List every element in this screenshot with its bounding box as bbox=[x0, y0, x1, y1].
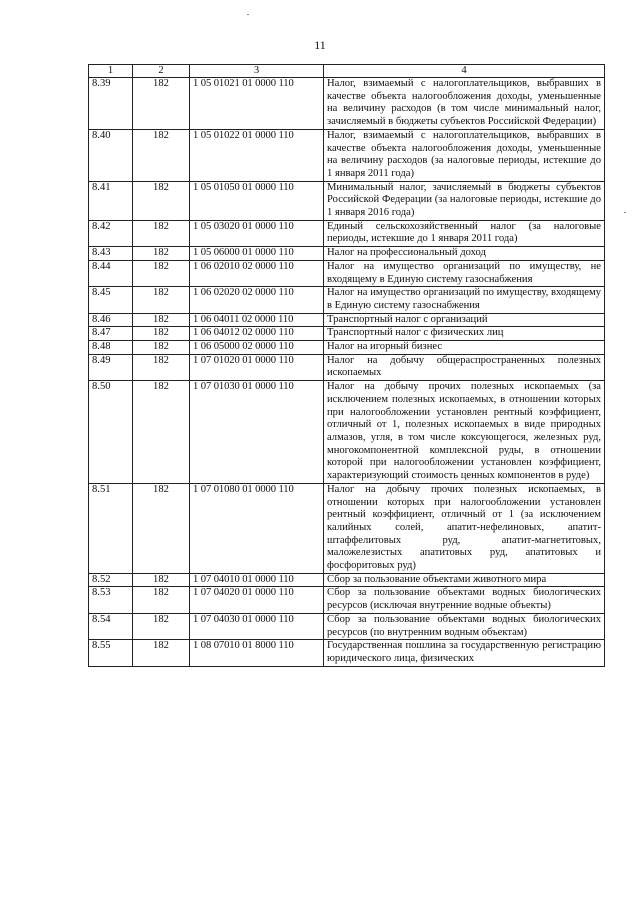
income-description-cell: Налог на имущество организаций по имуществу, входящему в Единую систему газоснабжения bbox=[324, 287, 605, 313]
income-description-cell: Государственная пошлина за государственную регистрацию юридического лица, физических bbox=[324, 640, 605, 666]
row-number-cell: 8.53 bbox=[89, 587, 133, 613]
header-col-1: 1 bbox=[89, 65, 133, 78]
row-number-cell: 8.39 bbox=[89, 78, 133, 130]
header-col-3: 3 bbox=[190, 65, 324, 78]
income-description-cell: Транспортный налог с физических лиц bbox=[324, 327, 605, 341]
income-description-cell: Налог на добычу прочих полезных ископаемых, в отношении которых при налогообложении установлен рентный коэффициент, отличный от 1 (за исключением калийных солей, апатит-нефелиновых, апатит-штаффелитовых руд, апатит-магнетитовых, маложелезистых апатитовых руд, апатитовых и фосфоритовых руд) bbox=[324, 483, 605, 573]
row-number-cell: 8.50 bbox=[89, 381, 133, 484]
admin-code-cell: 182 bbox=[133, 313, 190, 327]
row-number-cell: 8.40 bbox=[89, 129, 133, 181]
table-row bbox=[89, 78, 605, 130]
table-row bbox=[89, 327, 605, 341]
income-description-cell: Налог на добычу прочих полезных ископаемых (за исключением полезных ископаемых, в отношении которых при налогообложении установлен рентный коэффициент, отличный от 1, полезных ископаемых в виде природных алмазов, угля, в том числе коксующегося, железных руд, многокомпонентной комплексной руды, в отношении которой при налогообложении установлен коэффициент, характеризующий стоимость ценных компонентов в руде) bbox=[324, 381, 605, 484]
row-number-cell: 8.54 bbox=[89, 613, 133, 639]
budget-code-cell: 1 07 04020 01 0000 110 bbox=[190, 587, 324, 613]
row-number-cell: 8.44 bbox=[89, 260, 133, 286]
table-body bbox=[89, 78, 605, 667]
table-row bbox=[89, 613, 605, 639]
header-col-4: 4 bbox=[324, 65, 605, 78]
admin-code-cell: 182 bbox=[133, 483, 190, 573]
row-number-cell: 8.49 bbox=[89, 354, 133, 380]
row-number-cell: 8.52 bbox=[89, 573, 133, 587]
table-row bbox=[89, 483, 605, 573]
table-row bbox=[89, 129, 605, 181]
table-row bbox=[89, 587, 605, 613]
table-row bbox=[89, 341, 605, 355]
income-description-cell: Сбор за пользование объектами водных биологических ресурсов (исключая внутренние водные объекты) bbox=[324, 587, 605, 613]
budget-code-cell: 1 06 04011 02 0000 110 bbox=[190, 313, 324, 327]
income-description-cell: Сбор за пользование объектами водных биологических ресурсов (по внутренним водным объектам) bbox=[324, 613, 605, 639]
row-number-cell: 8.41 bbox=[89, 181, 133, 220]
admin-code-cell: 182 bbox=[133, 573, 190, 587]
admin-code-cell: 182 bbox=[133, 613, 190, 639]
table-row bbox=[89, 313, 605, 327]
row-number-cell: 8.47 bbox=[89, 327, 133, 341]
budget-code-cell: 1 08 07010 01 8000 110 bbox=[190, 640, 324, 666]
budget-code-cell: 1 05 06000 01 0000 110 bbox=[190, 247, 324, 261]
income-description-cell: Налог на профессиональный доход bbox=[324, 247, 605, 261]
admin-code-cell: 182 bbox=[133, 181, 190, 220]
table-header-row bbox=[89, 65, 605, 78]
budget-code-cell: 1 06 02010 02 0000 110 bbox=[190, 260, 324, 286]
income-description-cell: Транспортный налог с организаций bbox=[324, 313, 605, 327]
budget-code-cell: 1 07 01030 01 0000 110 bbox=[190, 381, 324, 484]
admin-code-cell: 182 bbox=[133, 247, 190, 261]
income-description-cell: Налог на игорный бизнес bbox=[324, 341, 605, 355]
table-row bbox=[89, 220, 605, 246]
budget-code-cell: 1 05 01050 01 0000 110 bbox=[190, 181, 324, 220]
row-number-cell: 8.42 bbox=[89, 220, 133, 246]
budget-code-cell: 1 07 01080 01 0000 110 bbox=[190, 483, 324, 573]
admin-code-cell: 182 bbox=[133, 341, 190, 355]
admin-code-cell: 182 bbox=[133, 640, 190, 666]
row-number-cell: 8.48 bbox=[89, 341, 133, 355]
admin-code-cell: 182 bbox=[133, 220, 190, 246]
income-description-cell: Налог, взимаемый с налогоплательщиков, выбравших в качестве объекта налогообложения доходы, уменьшенные на величину расходов (в том числе минимальный налог, зачисляемый в бюджеты субъектов Российской Федерации) bbox=[324, 78, 605, 130]
budget-code-cell: 1 07 04010 01 0000 110 bbox=[190, 573, 324, 587]
row-number-cell: 8.45 bbox=[89, 287, 133, 313]
page-number: 11 bbox=[314, 38, 326, 52]
income-description-cell: Налог на имущество организаций по имуществу, не входящему в Единую систему газоснабжения bbox=[324, 260, 605, 286]
scan-speck bbox=[247, 14, 249, 15]
admin-code-cell: 182 bbox=[133, 78, 190, 130]
income-codes-table bbox=[88, 64, 605, 667]
table-row bbox=[89, 381, 605, 484]
admin-code-cell: 182 bbox=[133, 327, 190, 341]
income-description-cell: Налог, взимаемый с налогоплательщиков, выбравших в качестве объекта налогообложения доходы, уменьшенные на величину расходов (за налоговые периоды, истекшие до 1 января 2011 года) bbox=[324, 129, 605, 181]
row-number-cell: 8.55 bbox=[89, 640, 133, 666]
admin-code-cell: 182 bbox=[133, 587, 190, 613]
row-number-cell: 8.46 bbox=[89, 313, 133, 327]
admin-code-cell: 182 bbox=[133, 354, 190, 380]
table-row bbox=[89, 181, 605, 220]
income-description-cell: Единый сельскохозяйственный налог (за налоговые периоды, истекшие до 1 января 2011 года) bbox=[324, 220, 605, 246]
scan-speck bbox=[624, 212, 626, 213]
income-description-cell: Налог на добычу общераспространенных полезных ископаемых bbox=[324, 354, 605, 380]
budget-code-cell: 1 05 01022 01 0000 110 bbox=[190, 129, 324, 181]
budget-code-cell: 1 06 05000 02 0000 110 bbox=[190, 341, 324, 355]
row-number-cell: 8.51 bbox=[89, 483, 133, 573]
income-description-cell: Сбор за пользование объектами животного мира bbox=[324, 573, 605, 587]
admin-code-cell: 182 bbox=[133, 129, 190, 181]
table-row bbox=[89, 247, 605, 261]
budget-code-cell: 1 06 04012 02 0000 110 bbox=[190, 327, 324, 341]
budget-code-cell: 1 07 04030 01 0000 110 bbox=[190, 613, 324, 639]
admin-code-cell: 182 bbox=[133, 287, 190, 313]
budget-code-cell: 1 07 01020 01 0000 110 bbox=[190, 354, 324, 380]
header-col-2: 2 bbox=[133, 65, 190, 78]
budget-code-cell: 1 05 03020 01 0000 110 bbox=[190, 220, 324, 246]
income-description-cell: Минимальный налог, зачисляемый в бюджеты субъектов Российской Федерации (за налоговые периоды, истекшие до 1 января 2016 года) bbox=[324, 181, 605, 220]
table-row bbox=[89, 640, 605, 666]
table-row bbox=[89, 260, 605, 286]
row-number-cell: 8.43 bbox=[89, 247, 133, 261]
admin-code-cell: 182 bbox=[133, 381, 190, 484]
budget-code-cell: 1 06 02020 02 0000 110 bbox=[190, 287, 324, 313]
table-row bbox=[89, 287, 605, 313]
admin-code-cell: 182 bbox=[133, 260, 190, 286]
table-row bbox=[89, 354, 605, 380]
table-row bbox=[89, 573, 605, 587]
budget-code-cell: 1 05 01021 01 0000 110 bbox=[190, 78, 324, 130]
